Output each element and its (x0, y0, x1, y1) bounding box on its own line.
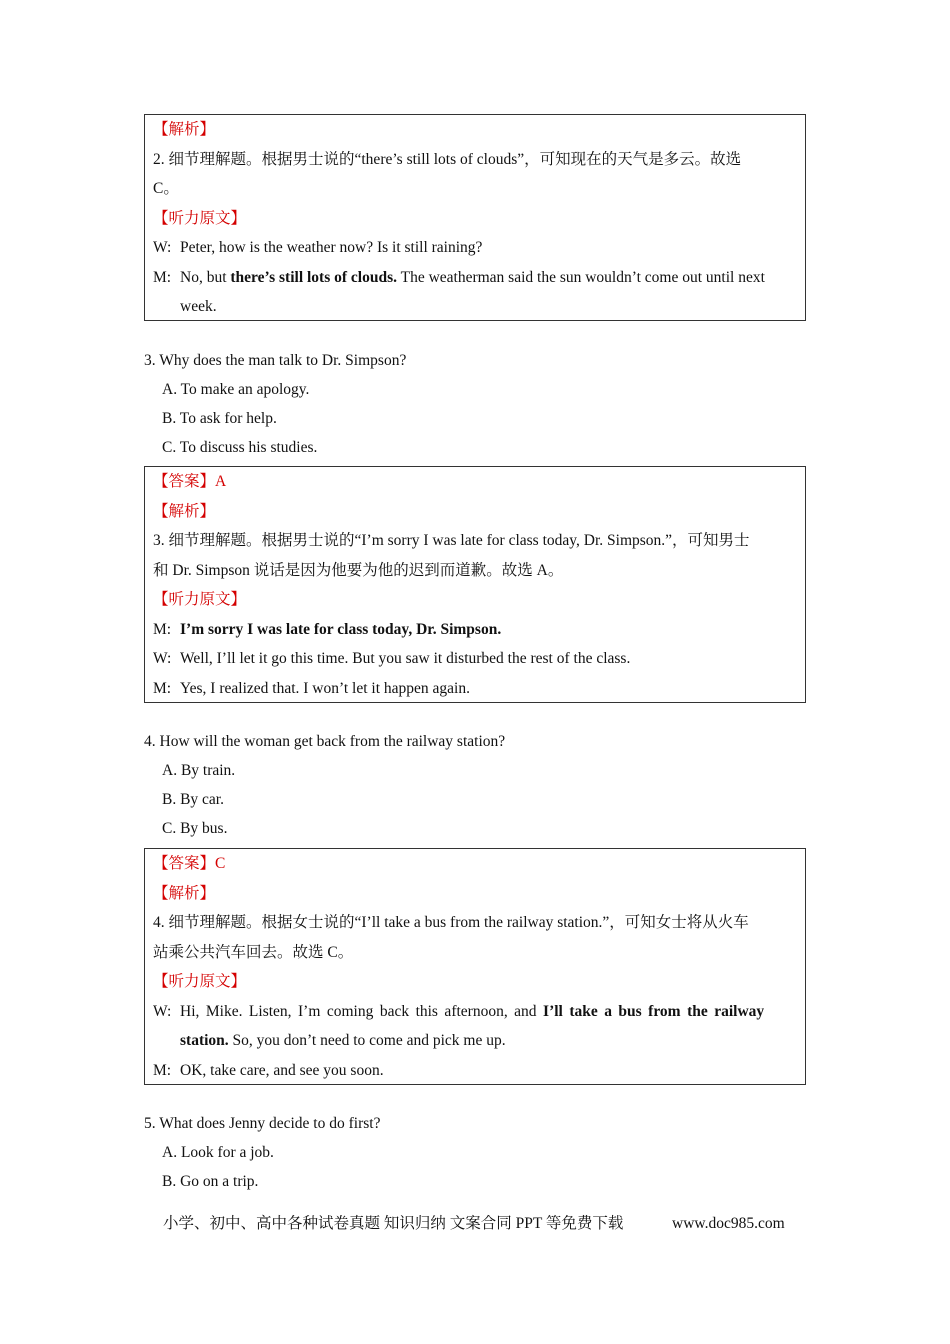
dialogue-line (153, 644, 805, 674)
analysis-label: 【解析】 (153, 502, 216, 520)
dialogue-line (153, 1056, 805, 1086)
dialogue-text-part: No, but (180, 268, 231, 286)
speaker: M: (153, 679, 172, 697)
speaker: W: (153, 650, 172, 667)
question-5 (144, 1109, 806, 1196)
analysis-text-cont: 和 Dr. Simpson 说话是因为他要为他的迟到而道歉。故选 A。 (153, 561, 564, 579)
key-phrase: I’ll take a bus from the railway (543, 1002, 765, 1020)
transcript-label: 【听力原文】 (153, 209, 247, 227)
analysis-box-q4 (144, 848, 806, 1085)
dialogue-text: OK, take care, and see you soon. (180, 1061, 384, 1079)
option-c: C. To discuss his studies. (162, 439, 318, 456)
analysis-label: 【解析】 (153, 121, 216, 138)
dialogue-text (180, 997, 764, 1027)
speaker: W: (153, 239, 172, 256)
analysis-box-q2 (144, 114, 806, 321)
key-phrase: there’s still lots of clouds. (230, 268, 397, 286)
transcript-label: 【听力原文】 (153, 591, 247, 608)
dialogue-text: Yes, I realized that. I won’t let it happen again. (180, 679, 470, 697)
dialogue-line (153, 674, 805, 704)
dialogue-text-cont (153, 1026, 805, 1056)
option-a: A. To make an apology. (162, 381, 310, 398)
dialogue-text-part: Hi, Mike. Listen, I’m coming back this afternoon, and (180, 1002, 544, 1020)
question-4 (144, 727, 806, 843)
dialogue-text: Peter, how is the weather now? Is it still raining? (180, 239, 483, 256)
option-b: B. To ask for help. (162, 410, 277, 427)
dialogue-text-part: The weatherman said the sun wouldn’t come out until next (397, 268, 765, 286)
dialogue-text: Well, I’ll let it go this time. But you saw it disturbed the rest of the class. (180, 650, 631, 667)
page-footer (163, 1211, 803, 1237)
option-b: B. By car. (162, 791, 224, 808)
speaker: M: (153, 1061, 172, 1079)
question-text: 4. How will the woman get back from the railway station? (144, 733, 506, 750)
dialogue-text-part: So, you don’t need to come and pick me up. (228, 1032, 506, 1049)
question-3 (144, 346, 806, 462)
speaker: W: (153, 1002, 172, 1020)
speaker: M: (153, 268, 172, 286)
question-text: 5. What does Jenny decide to do first? (144, 1115, 381, 1132)
analysis-text: 4. 细节理解题。根据女士说的“I’ll take a bus from the railway station.”，可知女士将从火车 (153, 914, 749, 931)
option-a: A. Look for a job. (162, 1144, 274, 1161)
dialogue-line (153, 997, 805, 1027)
dialogue-line (153, 263, 805, 293)
dialogue-line (153, 615, 805, 645)
analysis-text: 2. 细节理解题。根据男士说的“there’s still lots of clouds”，可知现在的天气是多云。故选 (153, 150, 742, 168)
dialogue-line (153, 233, 805, 263)
option-b: B. Go on a trip. (162, 1173, 259, 1190)
key-phrase: I’m sorry I was late for class today, Dr. Simpson. (180, 620, 502, 638)
answer-label: 【答案】A (153, 473, 227, 490)
question-text: 3. Why does the man talk to Dr. Simpson? (144, 352, 407, 369)
key-phrase: station. (180, 1032, 229, 1049)
speaker: M: (153, 620, 172, 638)
option-a: A. By train. (162, 762, 236, 779)
analysis-text: 3. 细节理解题。根据男士说的“I’m sorry I was late for class today, Dr. Simpson.”，可知男士 (153, 532, 750, 549)
analysis-box-q3 (144, 466, 806, 703)
option-c: C. By bus. (162, 820, 228, 837)
dialogue-text-cont: week. (180, 298, 217, 315)
analysis-text-cont: C。 (153, 180, 179, 197)
analysis-label: 【解析】 (153, 884, 216, 902)
footer-url[interactable]: www.doc985.com (672, 1215, 785, 1232)
footer-text: 小学、初中、高中各种试卷真题 知识归纳 文案合同 PPT 等免费下载 (163, 1215, 624, 1232)
analysis-text-cont: 站乘公共汽车回去。故选 C。 (153, 943, 354, 961)
transcript-label: 【听力原文】 (153, 973, 247, 990)
dialogue-text (180, 263, 765, 293)
answer-label: 【答案】C (153, 855, 226, 872)
